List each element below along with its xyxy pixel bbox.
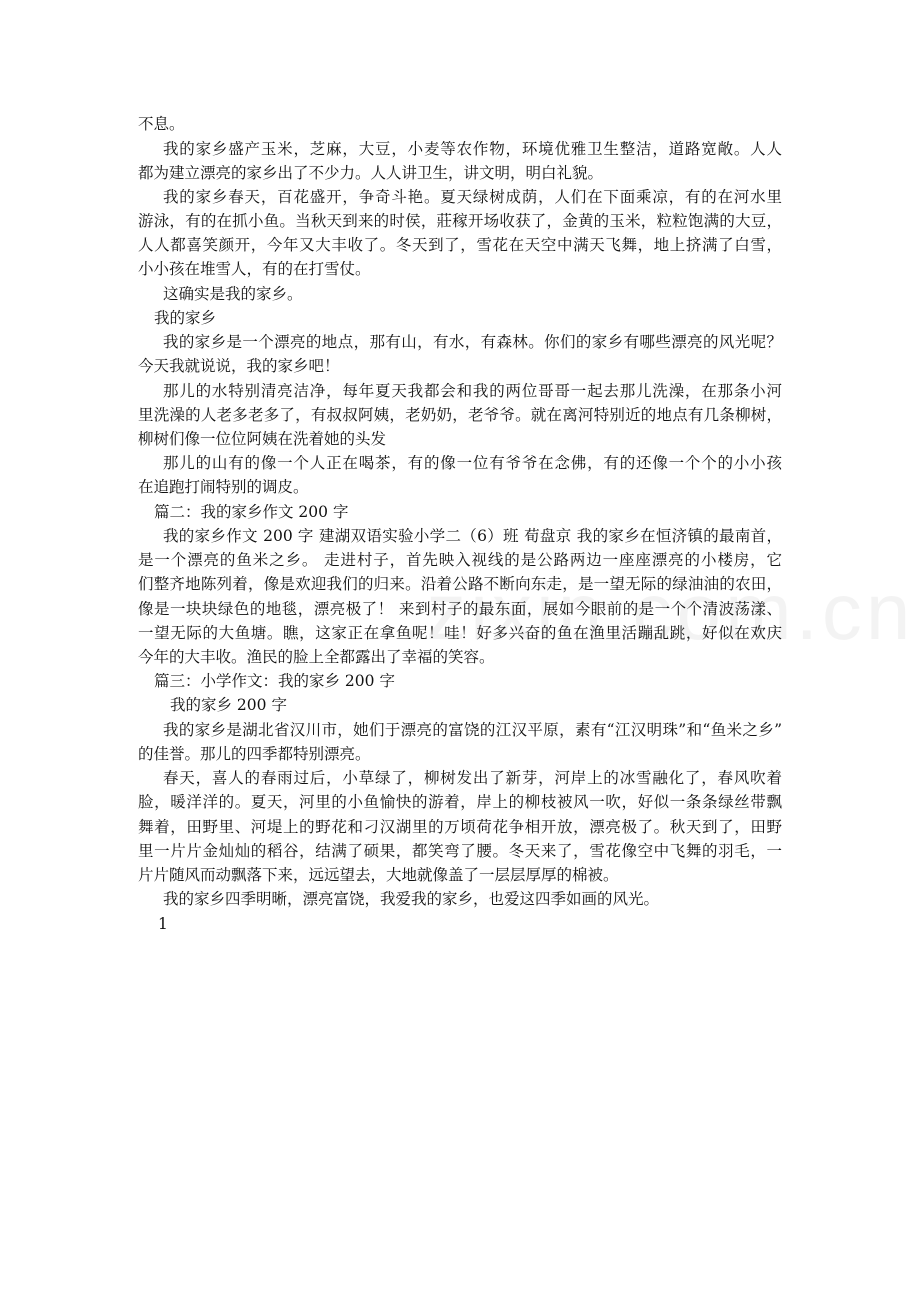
text-line: 一望无际的大鱼塘。瞧，这家正在拿鱼呢！哇！好多兴奋的鱼在渔里活蹦乱跳，好似在欢庆 bbox=[138, 624, 782, 642]
text-line: 不息。 bbox=[138, 115, 185, 133]
text-line: 这确实是我的家乡。 bbox=[163, 285, 303, 303]
text-line: 我的家乡是湖北省汉川市，她们于漂亮的富饶的江汉平原，素有“江汉明珠”和“鱼米之乡” bbox=[163, 721, 782, 739]
text-line: 我的家乡是一个漂亮的地点，那有山，有水，有森林。你们的家乡有哪些漂亮的风光呢？ bbox=[163, 333, 782, 351]
text-line: 小小孩在堆雪人，有的在打雪仗。 bbox=[138, 260, 371, 278]
text-line: 那儿的水特别清亮洁净，每年夏天我都会和我的两位哥哥一起去那儿洗澡，在那条小河 bbox=[163, 382, 782, 400]
text-line: 我的家乡盛产玉米，芝麻，大豆，小麦等农作物，环境优雅卫生整洁，道路宽敞。人人 bbox=[163, 140, 782, 158]
text-line: 我的家乡春天，百花盛开，争奇斗艳。夏天绿树成荫，人们在下面乘凉，有的在河水里 bbox=[163, 188, 782, 206]
text-line: 我的家乡四季明晰，漂亮富饶，我爱我的家乡，也爱这四季如画的风光。 bbox=[163, 890, 660, 908]
text-line: 今年的大丰收。渔民的脸上全都露出了幸福的笑容。 bbox=[138, 648, 495, 666]
section-heading: 篇三：小学作文：我的家乡 200 字 bbox=[154, 672, 395, 690]
text-line: 我的家乡作文 200 字 建湖双语实验小学二（6）班 荀盘京 我的家乡在恒济镇的最南首， bbox=[163, 527, 782, 545]
page-number: 1 bbox=[158, 915, 168, 933]
text-line: 游泳，有的在抓小鱼。当秋天到来的时侯，莊稼开场收获了，金黄的玉米，粒粒饱满的大豆， bbox=[138, 212, 782, 230]
text-line: 今天我就说说，我的家乡吧！ bbox=[138, 357, 340, 375]
text-line: 人人都喜笑颜开，今年又大丰收了。冬天到了，雪花在天空中满天飞舞，地上挤满了白雪， bbox=[138, 236, 782, 254]
text-line: 像是一块块绿色的地毯，漂亮极了！ 来到村子的最东面，展如今眼前的是一个个清波荡漾、 bbox=[138, 600, 782, 618]
text-line: 春天，喜人的春雨过后，小草绿了，柳树发出了新芽，河岸上的冰雪融化了，春风吹着 bbox=[163, 769, 782, 787]
text-line: 脸，暖洋洋的。夏天，河里的小鱼愉快的游着，岸上的柳枝被风一吹，好似一条条绿丝带飘 bbox=[138, 793, 782, 811]
text-line: 里一片片金灿灿的稻谷，结满了硕果，都笑弯了腰。冬天来了，雪花像空中飞舞的羽毛，一 bbox=[138, 842, 782, 860]
text-line: 的佳誉。那儿的四季都特别漂亮。 bbox=[138, 745, 371, 763]
section-subtitle: 我的家乡 200 字 bbox=[170, 696, 287, 714]
section-heading: 篇二：我的家乡作文 200 字 bbox=[154, 503, 349, 521]
text-line: 舞着，田野里、河堤上的野花和刁汉湖里的万顷荷花争相开放，漂亮极了。秋天到了，田野 bbox=[138, 818, 782, 836]
text-line: 是一个漂亮的鱼米之乡。 走进村子，首先映入视线的是公路两边一座座漂亮的小楼房，它 bbox=[138, 551, 782, 569]
text-line: 片片随风而动飘落下来，远远望去，大地就像盖了一层层厚厚的棉被。 bbox=[138, 866, 619, 884]
text-line: 们整齐地陈列着，像是欢迎我们的归来。沿着公路不断向东走，是一望无际的绿油油的农田， bbox=[138, 575, 782, 593]
section-heading: 我的家乡 bbox=[154, 309, 217, 327]
text-line: 柳树们像一位位阿姨在洗着她的头发 bbox=[138, 430, 387, 448]
text-line: 那儿的山有的像一个人正在喝茶，有的像一位有爷爷在念佛，有的还像一个个的小小孩 bbox=[163, 454, 782, 472]
text-line: 里洗澡的人老多老多了，有叔叔阿姨，老奶奶，老爷爷。就在离河特别近的地点有几条柳树， bbox=[138, 406, 782, 424]
text-line: 在追跑打闹特别的调皮。 bbox=[138, 478, 309, 496]
text-line: 都为建立漂亮的家乡出了不少力。人人讲卫生，讲文明，明白礼貌。 bbox=[138, 164, 604, 182]
